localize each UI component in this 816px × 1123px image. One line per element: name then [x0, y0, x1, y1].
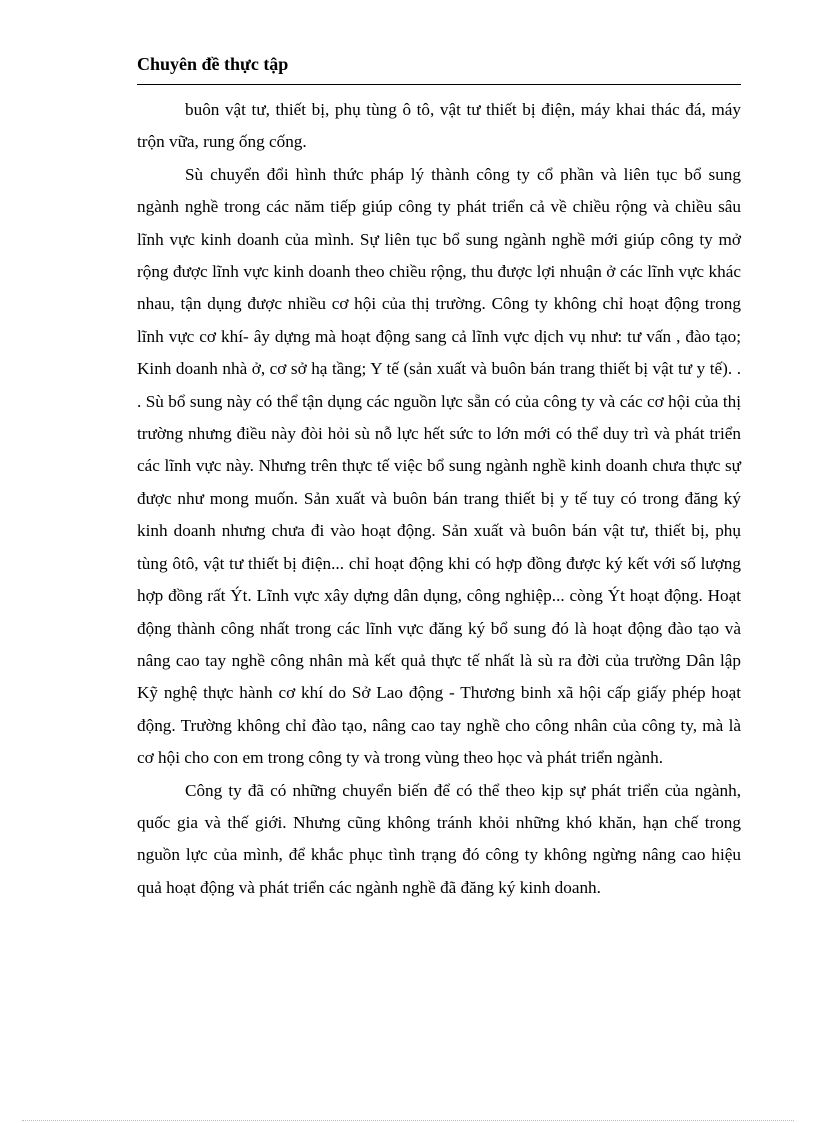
- page-header: [137, 52, 741, 85]
- page-header-title: Chuyên đề thực tập: [137, 54, 289, 74]
- header-divider: [137, 84, 741, 85]
- paragraph-legal-form: Sù chuyển đổi hình thức pháp lý thành công ty cổ phần và liên tục bổ sung ngành nghề trong các năm tiếp giúp công ty phát triển cả về chiều rộng và chiều sâu lĩnh vực kinh doanh của mình. Sự liên tục bổ sung ngành nghề mới giúp công ty mở rộng được lĩnh vực kinh doanh theo chiều rộng, thu được lợi nhuận ở các lĩnh vực khác nhau, tận dụng được nhiều cơ hội của thị trường. Công ty không chỉ hoạt động trong lĩnh vực cơ khí- ây dựng mà hoạt động sang cả lĩnh vực dịch vụ như: tư vấn , đào tạo; Kinh doanh nhà ở, cơ sở hạ tầng; Y tế (sản xuất và buôn bán trang thiết bị vật tư y tế). . . Sù bổ sung này có thể tận dụng các nguồn lực sẵn có của công ty và các cơ hội của thị trường nhưng điều này đòi hỏi sù nỗ lực hết sức to lớn mới có thể duy trì và phát triển các lĩnh vực này. Nhưng trên thực tế việc bổ sung ngành nghề kinh doanh chưa thực sự được như mong muốn. Sản xuất và buôn bán trang thiết bị y tế tuy có trong đăng ký kinh doanh nhưng chưa đi vào hoạt động. Sản xuất và buôn bán vật tư, thiết bị, phụ tùng ôtô, vật tư thiết bị điện... chỉ hoạt động khi có hợp đồng được ký kết với số lượng hợp đồng rất Ýt. Lĩnh vực xây dựng dân dụng, công nghiệp... còng Ýt hoạt động. Hoạt động thành công nhất trong các lĩnh vực đăng ký bổ sung đó là hoạt động đào tạo và nâng cao tay nghề công nhân mà kết quả thực tế nhất là sù ra đời của trường Dân lập Kỹ nghệ thực hành cơ khí do Sở Lao động - Thương binh xã hội cấp giấy phép hoạt động. Trường không chỉ đào tạo, nâng cao tay nghề cho công nhân của công ty, mà là cơ hội cho con em trong công ty và trong vùng theo học và phát triển ngành.: [137, 164, 741, 768]
- document-body: [137, 94, 741, 904]
- paragraph-continuation: buôn vật tư, thiết bị, phụ tùng ô tô, vật tư thiết bị điện, máy khai thác đá, máy trộn vữa, rung ống cống.: [137, 100, 741, 152]
- paragraph-conclusion: Công ty đã có những chuyển biến để có thể theo kịp sự phát triển của ngành, quốc gia và thế giới. Nhưng cũng không tránh khỏi những khó khăn, hạn chế trong nguồn lực của mình, để khắc phục tình trạng đó công ty không ngừng nâng cao hiệu quả hoạt động và phát triển các ngành nghề đã đăng ký kinh doanh.: [137, 780, 741, 897]
- footer-divider: [22, 1120, 794, 1121]
